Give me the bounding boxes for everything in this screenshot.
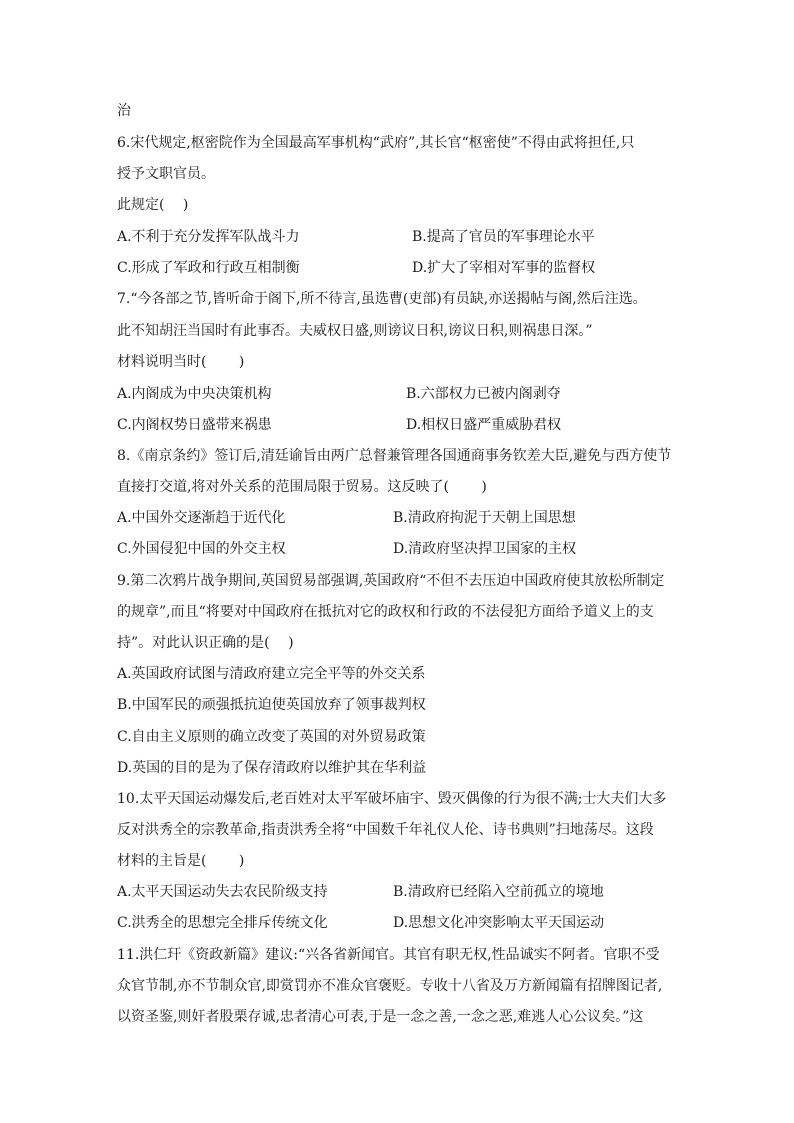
question-7-option-a: A.内阁成为中央决策机构 (117, 386, 272, 402)
question-9-option-c: C.自由主义原则的确立改变了英国的对外贸易政策 (117, 729, 426, 745)
question-7-option-b: B.六部权力已被内阁剥夺 (406, 386, 561, 402)
question-11-stem-cont: 众官节制,亦不节制众官,即赏罚亦不准众官褒贬。专收十八省及万方新闻篇有招牌图记者, (117, 978, 663, 994)
question-10-stem: 10.太平天国运动爆发后,老百姓对太平军破坏庙宇、毁灭偶像的行为很不满;士大夫们大多 (117, 791, 667, 807)
question-6-option-d: D.扩大了宰相对军事的监督权 (412, 260, 596, 276)
question-7-prompt: 材料说明当时( ) (117, 354, 245, 370)
question-9-option-b: B.中国军民的顽强抵抗迫使英国放弃了领事裁判权 (117, 697, 426, 713)
question-8-option-a: A.中国外交逐渐趋于近代化 (117, 510, 286, 526)
question-6-option-a: A.不利于充分发挥军队战斗力 (117, 229, 300, 245)
question-10-option-c: C.洪秀全的思想完全排斥传统文化 (117, 915, 328, 931)
question-8-stem-cont: 直接打交道,将对外关系的范围局限于贸易。这反映了( ) (117, 479, 487, 495)
question-6-prompt: 此规定( ) (117, 197, 189, 213)
question-10-option-b: B.清政府已经陷入空前孤立的境地 (393, 884, 604, 900)
question-7-stem-cont: 此不知胡汪当国时有此事否。夫威权日盛,则谤议日积,谤议日积,则祸患日深。” (117, 323, 593, 339)
question-6-option-c: C.形成了军政和行政互相制衡 (117, 260, 300, 276)
question-8-option-d: D.清政府坚决捍卫国家的主权 (393, 541, 577, 557)
question-8-option-c: C.外国侵犯中国的外交主权 (117, 541, 286, 557)
question-9-option-a: A.英国政府试图与清政府建立完全平等的外交关系 (117, 666, 426, 682)
question-10-option-d: D.思想文化冲突影响太平天国运动 (393, 915, 605, 931)
question-8-option-b: B.清政府拘泥于天朝上国思想 (393, 510, 576, 526)
question-10-option-a: A.太平天国运动失去农民阶级支持 (117, 884, 328, 900)
text-line: 治 (117, 103, 131, 119)
question-9-stem-cont: 的规章”,而且“将要对中国政府在抵抗对它的政权和行政的不法侵犯方面给予道义上的支 (117, 604, 654, 620)
question-6-stem: 6.宋代规定,枢密院作为全国最高军事机构“武府”,其长官“枢密使”不得由武将担任,只 (117, 135, 635, 151)
question-9-prompt: 持”。对此认识正确的是( ) (117, 635, 294, 651)
question-9-option-d: D.英国的目的是为了保存清政府以维护其在华利益 (117, 760, 427, 776)
question-9-stem: 9.第二次鸦片战争期间,英国贸易部强调,英国政府“不但不去压迫中国政府使其放松所制定 (117, 573, 665, 589)
question-8-stem: 8.《南京条约》签订后,清廷谕旨由两广总督兼管理各国通商事务钦差大臣,避免与西方使节 (117, 448, 672, 464)
question-10-stem-cont: 反对洪秀全的宗教革命,指责洪秀全将“中国数千年礼仪人伦、诗书典则”扫地荡尽。这段 (117, 822, 654, 838)
question-7-option-d: D.相权日盛严重威胁君权 (406, 417, 562, 433)
question-7-option-c: C.内阁权势日盛带来祸患 (117, 417, 272, 433)
question-6-stem-cont: 授予文职官员。 (117, 166, 215, 182)
question-10-prompt: 材料的主旨是( ) (117, 853, 245, 869)
question-11-stem-cont-2: 以资圣鉴,则奸者股栗存诚,忠者清心可表,于是一念之善,一念之恶,难逃人心公议矣。”这 (117, 1009, 644, 1025)
question-6-option-b: B.提高了官员的军事理论水平 (412, 229, 595, 245)
question-11-stem: 11.洪仁玕《资政新篇》建议:“兴各省新闻官。其官有职无权,性品诚实不阿者。官职不受 (117, 947, 660, 963)
question-7-stem: 7.“今各部之节,皆听命于阁下,所不待言,虽选曹(吏部)有员缺,亦送揭帖与阁,然后注选。 (117, 291, 647, 307)
